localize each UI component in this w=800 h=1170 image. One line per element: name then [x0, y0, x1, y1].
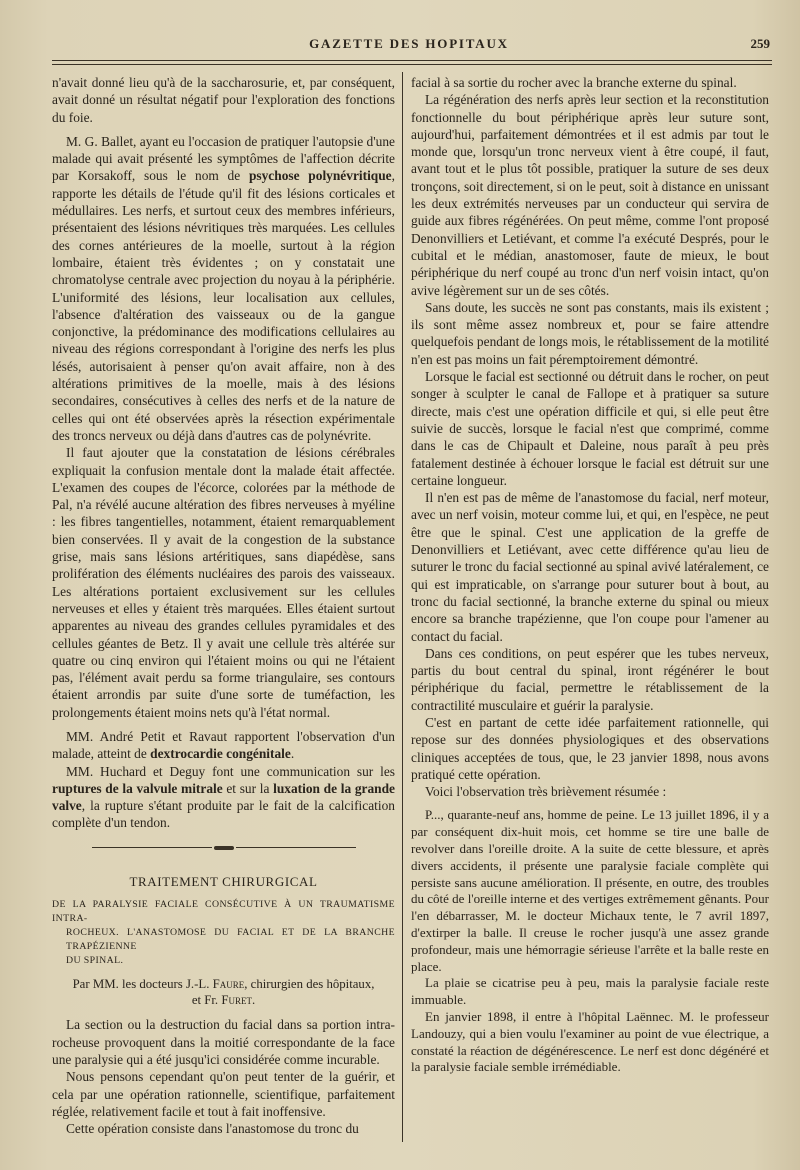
column-divider [402, 72, 403, 1142]
paragraph-petit: MM. André Petit et Ravaut rapportent l'observation d'un malade, atteint de dextrocardie congénitale. [52, 728, 395, 762]
keyword-ruptures: ruptures de la valvule mitrale [52, 780, 223, 796]
right-column [411, 74, 769, 1154]
observation-paragraph: P..., quarante-neuf ans, homme de peine. Le 13 juillet 1896, il y a par conséquent dix-huit mois, cet homme se tire une balle de revolver dans l'oreille droite. A la suite de cette blessure, et après divers accidents, il présente une paralysie faciale complète qui persiste sans aucune amélioration. Il présente, en outre, des troubles du côté de l'oreille interne et des vertiges extrêmement gênants. Pour l'en débarrasser, M. le docteur Michaux tente, le 7 avril 1897, d'extirper la balle. Il creuse le rocher jusqu'à une assez grande profondeur, mais une hémorragie sérieuse l'arrête et la balle reste en place. [411, 807, 769, 974]
ornament-icon [214, 846, 234, 850]
paragraph-ballet: M. G. Ballet, ayant eu l'occasion de pratiquer l'autopsie d'une malade qui avait présenté les symptômes de l'affection décrite par Korsakoff, sous le nom de psychose polynévritique, rapporte les détails de l'étude qu'il fit des lésions corticales et médullaires. Les nerfs, et surtout ceux des membres inférieurs, présentaient des lésions névritiques très marquées. Les cellules des cornes antérieures de la moelle, surtout à la région lombaire, étaient très évidentes ; on y constatait une chromatolyse centrale avec projection du noyau à la périphérie. L'uniformité des lésions, leur localisation aux cellules, l'absence d'altération des vaisseaux ou de la gangue conjonctive, la prédominance des modifications cellulaires au niveau des régions correspondant à l'origine des nerfs les plus lésés, autorisaient à penser qu'on avait affaire, non à des altérations primitives de la moelle, mais à des lésions secondaires, consécutives à celles des nerfs et de la nature de celles qui ont été observées après la résection expérimentale des troncs nerveux ou déjà dans d'autres cas de polynévrite. [52, 133, 395, 443]
keyword-psychose: psychose polynévritique [248, 168, 392, 184]
paragraph: C'est en partant de cette idée parfaitement rationnelle, qui repose sur des données physiologiques et des observations cliniques acceptées de tous, que, le 23 janvier 1898, nous avons pratiqué cette opération. [411, 714, 769, 782]
header-rule-thin [52, 64, 772, 65]
paragraph: Il n'en est pas de même de l'anastomose du facial, nerf moteur, avec un nerf voisin, moteur comme lui, et qui, en l'espèce, ne peut être que le spinal. C'est une application de la greffe de Denonvilliers et Letiévant, avec cette différence qu'au lieu de suturer le tronc du facial sectionné au spinal avivé latéralement, ce qui est impraticable, on s'arrange pour suturer bout à bout, au tronc du facial sectionné, la branche externe du spinal ou mieux encore sa branche trapézienne, que l'on coupe pour l'amener au contact du facial. [411, 490, 769, 644]
page-number: 259 [750, 36, 770, 51]
observation-paragraph: En janvier 1898, il entre à l'hôpital Laënnec. M. le professeur Landouzy, qui a bien voulu l'examiner au point de vue électrique, a constaté la réaction de dégénérescence. Le nerf est donc dégénéré et la paralysie faciale semble irrémédiable. [411, 1009, 769, 1075]
paragraph: Dans ces conditions, on peut espérer que les tubes nerveux, partis du bout central du spinal, iront régénérer le bout périphérique du facial, permettre le rétablissement de la contractilité musculaire et guérir la paralysie. [411, 645, 769, 713]
left-column [52, 74, 395, 1154]
paragraph-huchard: MM. Huchard et Deguy font une communication sur les ruptures de la valvule mitrale et sur la luxation de la grande valve, la rupture s'étant produite par le fait de la calcification complète d'un tendon. [52, 763, 395, 831]
section-divider [52, 838, 395, 855]
paragraph: La régénération des nerfs après leur section et la reconstitution fonctionnelle du bout périphérique après leur suture sont, aujourd'hui, parfaitement démontrées et il est admis par tout le monde que, lorsqu'un tronc nerveux vient à être coupé, il faut, avant tout et le plus tôt possible, pratiquer la suture de ses deux tronçons, soit directement, si on le peut, soit à distance en unissant les deux extrémités nerveuses par un conducteur qui servira de guide aux fibres régénérées. On peut même, comme l'ont proposé Denonvilliers et Letiévant, et comme l'a exécuté Després, pour le cubital et le médian, anastomoser, faute de mieux, le bout périphérique du nerf coupé au tronc d'un nerf voisin intact, qu'on avive légèrement sur un de ses côtés. [411, 92, 769, 298]
paragraph: La section ou la destruction du facial dans sa portion intra-rocheuse provoquent dans la moitié correspondante de la face une paralysie qui a été jusqu'ici considérée comme incurable. [52, 1017, 395, 1067]
section-title: TRAITEMENT CHIRURGICAL [129, 874, 318, 890]
journal-title: GAZETTE DES HOPITAUX [309, 36, 509, 51]
header-rule [52, 60, 772, 61]
paragraph: Sans doute, les succès ne sont pas constants, mais ils existent ; ils sont même assez nombreux et, pour se faire attendre quelquefois pendant de longs mois, le rétablissement de la motilité n'en est pas moins un fait péremptoirement démontré. [411, 299, 769, 367]
paragraph: Nous pensons cependant qu'on peut tenter de la guérir, et cela par une opération rationnelle, scientifique, parfaitement réglée, relativement facile et tout à fait inoffensive. [52, 1069, 395, 1119]
paragraph: facial à sa sortie du rocher avec la branche externe du spinal. [411, 75, 737, 90]
page-header [48, 36, 770, 58]
article-subtitle: DE LA PARALYSIE FACIALE CONSÉCUTIVE À UN TRAUMATISME INTRA- ROCHEUX. L'ANASTOMOSE DU FACIAL ET DE LA BRANCHE TRAPÉZIENNE DU SPINAL. [52, 899, 395, 967]
paragraph: Voici l'observation très brièvement résumée : [425, 784, 667, 800]
keyword-luxation: luxation de la grande valve [52, 780, 395, 814]
paragraph: Il faut ajouter que la constatation de lésions cérébrales expliquait la confusion mentale dont la malade était affectée. L'examen des coupes de l'écorce, colorées par la méthode de Pal, n'a révélé aucune altération des fibres nerveuses à myéline : les fibres tangentielles, notamment, étaient remarquablement bien conservées. Il y avait de la congestion de la substance grise, mais sans lésions artéritiques, sans diapédèse, sans prolifération des éléments nucléaires des parois des vaisseaux. Les altérations portaient exclusivement sur les cellules nerveuses et elles y étaient très marquées. Elles étaient surtout apparentes au niveau des grandes cellules pyramidales et des cellules géantes de Betz. Il y avait une cellule très altérée sur quatre ou cinq environ qui l'étaient moins ou qui ne l'étaient pas, l'élément avait perdu sa forme triangulaire, ses contours étaient arrondis par suite d'une sorte de tuméfaction, les prolongements étaient moins nets qu'à l'état normal. [52, 445, 395, 720]
paragraph: n'avait donné lieu qu'à de la saccharosurie, et, par conséquent, avait donné un résultat négatif pour l'exploration des fonctions du foie. [52, 75, 395, 125]
article-authors: Par MM. les docteurs J.-L. Faure, chirurgien des hôpitaux, et Fr. Furet. [72, 977, 375, 1008]
paragraph: Lorsque le facial est sectionné ou détruit dans le rocher, on peut songer à sculpter le canal de Fallope et à pratiquer sa suture directe, mais c'est une opération difficile et qui, si elle peut être suivie de succès, lorsque le facial n'est que comprimé, comme dans le cas de Chipault et Daleine, nous paraît à peu près fatalement destinée à échouer lorsque le facial est détruit sur une certaine longueur. [411, 369, 769, 488]
paragraph: Cette opération consiste dans l'anastomose du tronc du [66, 1121, 359, 1137]
keyword-dextrocardie: dextrocardie congénitale [150, 746, 291, 762]
observation-paragraph: La plaie se cicatrise peu à peu, mais la paralysie faciale reste immuable. [411, 975, 769, 1008]
